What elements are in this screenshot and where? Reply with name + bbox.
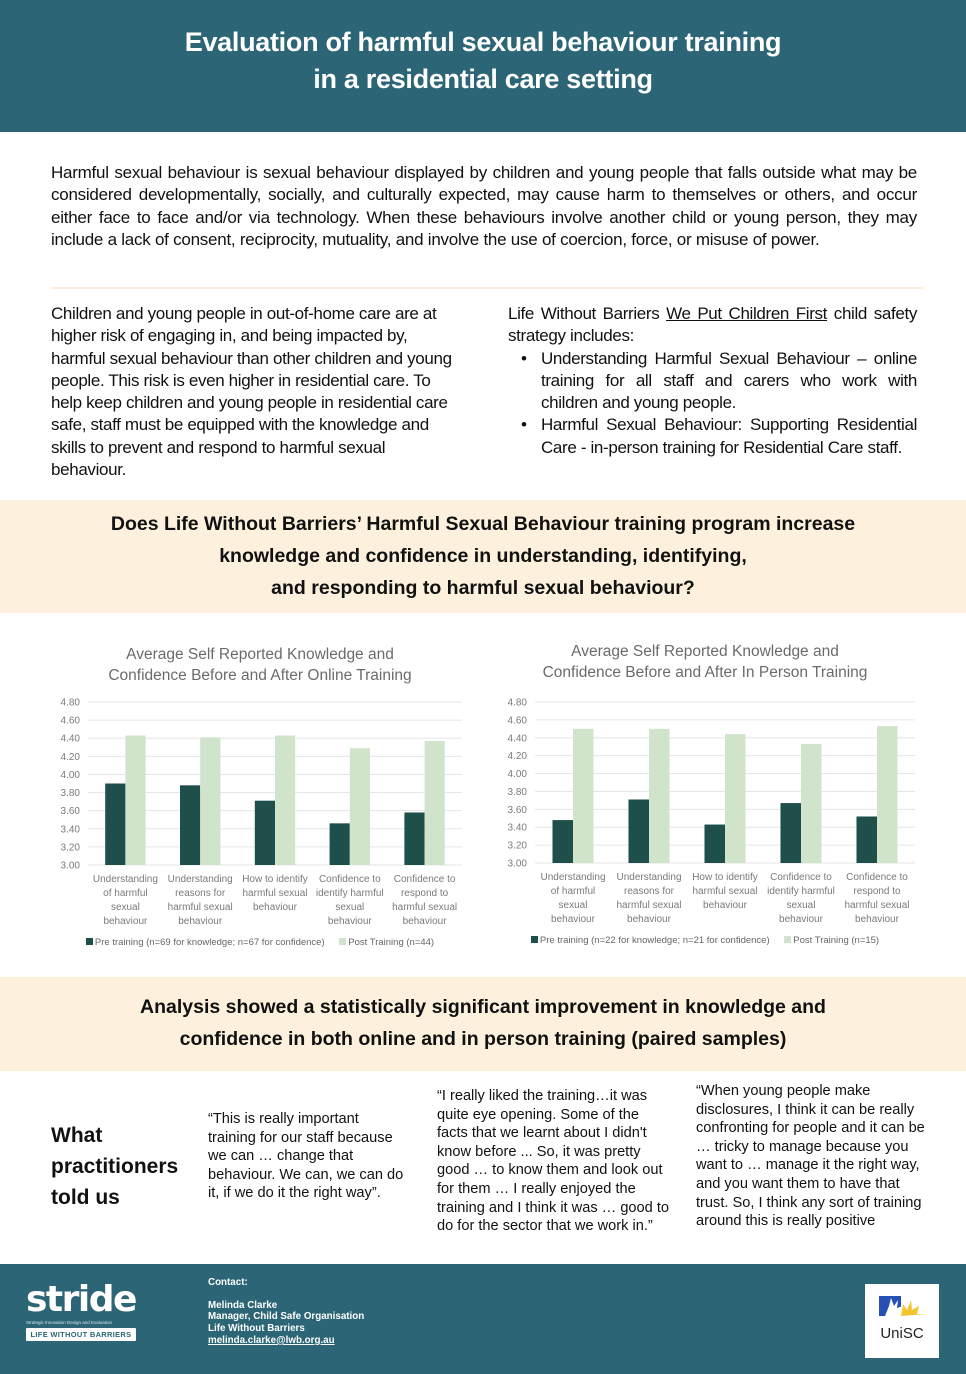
x-category-label: harmful sexual (692, 886, 758, 897)
stride-tagline: Strategic Innovation Design and Evaluation (26, 1320, 113, 1325)
x-category-label: respond to (400, 888, 449, 899)
bar-pre-training (330, 823, 350, 865)
x-category-label: harmful sexual (844, 900, 910, 911)
legend-item-pre (86, 937, 325, 948)
analysis-line-2: confidence in both online and in person training (paired samples) (179, 1028, 787, 1050)
y-tick-label: 4.80 (507, 697, 527, 709)
legend-label-pre: Pre training (n=69 for knowledge; n=67 for confidence) (94, 937, 325, 948)
chart-title-line-2: Confidence Before and After In Person Training (542, 664, 868, 681)
y-tick-label: 3.00 (60, 860, 80, 872)
analysis-band (0, 977, 966, 1071)
x-category-label: sexual (786, 900, 816, 911)
x-category-label: behaviour (703, 900, 747, 911)
contact-block (208, 1277, 364, 1347)
bar-pre-training (404, 812, 424, 865)
bar-pre-training (704, 825, 725, 863)
y-tick-label: 3.20 (507, 840, 527, 852)
legend-label-post: Post Training (n=15) (793, 935, 880, 946)
bar-post-training (801, 744, 822, 863)
x-category-label: behaviour (551, 914, 595, 925)
legend-item-pre (531, 935, 770, 946)
risk-paragraph: Children and young people in out-of-home care are at higher risk of engaging in, and being impacted by, harmful sexual behaviour than other children and young people. This risk is even higher in residential care. To help keep children and young people in residential care safe, staff must be equipped with the knowledge and skills to prevent and respond to harmful sexual behaviour. (51, 304, 452, 480)
x-category-label: harmful sexual (242, 888, 308, 899)
in-person-training-chart (495, 632, 915, 962)
y-tick-label: 4.60 (507, 715, 527, 727)
x-category-label: Understanding (167, 874, 233, 885)
chart-canvas (40, 632, 480, 962)
question-line-1: Does Life Without Barriers’ Harmful Sexual Behaviour training program increase (110, 513, 856, 535)
bar-post-training (425, 741, 445, 865)
unisc-wordmark: UniSC (880, 1325, 924, 1342)
y-tick-label: 3.80 (507, 786, 527, 798)
strategy-item-in-person (508, 414, 917, 459)
bar-post-training (877, 726, 898, 863)
legend-swatch-post (784, 936, 791, 943)
bullet-icon: • (521, 348, 527, 368)
strategy-item-online (508, 348, 917, 415)
x-category-label: How to identify (242, 874, 308, 885)
strategy-lead-before: Life Without Barriers (508, 304, 667, 323)
x-category-label: Confidence to (393, 874, 456, 885)
bar-pre-training (105, 784, 125, 866)
x-category-label: Confidence to (318, 874, 381, 885)
bar-pre-training (180, 785, 200, 865)
chart-canvas (495, 632, 915, 962)
quote-3: “When young people make disclosures, I think it can be really confronting for people and it can be … tricky to manage because you want to … manage it the right way, and you want them to have that trust. So, I think any sort of training around this is really positive (696, 1083, 925, 1230)
y-tick-label: 4.00 (507, 769, 527, 781)
y-tick-label: 4.80 (60, 697, 80, 709)
legend-item-post (339, 937, 434, 948)
chart-title-line-2: Confidence Before and After Online Training (108, 667, 412, 684)
research-question-band (0, 500, 966, 613)
x-category-label: behaviour (178, 916, 223, 927)
y-tick-label: 3.40 (507, 822, 527, 834)
bar-pre-training (552, 820, 573, 863)
stride-logo (26, 1279, 136, 1341)
bar-post-training (350, 748, 370, 865)
y-tick-label: 4.40 (60, 733, 80, 745)
y-tick-label: 3.00 (507, 858, 527, 870)
y-tick-label: 3.20 (60, 842, 80, 854)
stride-wordmark: stride (26, 1279, 136, 1320)
chart-title-line-1: Average Self Reported Knowledge and (571, 643, 839, 660)
y-tick-label: 3.40 (60, 824, 80, 836)
bar-post-training (200, 737, 220, 865)
chart-title-line-1: Average Self Reported Knowledge and (126, 646, 394, 663)
bar-post-training (649, 729, 670, 863)
strategy-item-text: Harmful Sexual Behaviour: Supporting Residential Care - in-person training for Residential Care staff. (541, 415, 917, 457)
x-category-label: Understanding (616, 872, 682, 883)
strategy-lead-after: child safety strategy includes: (508, 304, 917, 346)
chart-legend (40, 937, 480, 948)
contact-org: Life Without Barriers (208, 1323, 305, 1335)
bar-pre-training (780, 803, 801, 863)
quotes-heading-line-3: told us (51, 1186, 120, 1209)
x-category-label: sexual (558, 900, 588, 911)
contact-label: Contact: (208, 1277, 248, 1288)
strategy-lead (508, 303, 917, 348)
x-category-label: behaviour (103, 916, 148, 927)
x-category-label: How to identify (692, 872, 758, 883)
quotes-heading-line-2: practitioners (51, 1155, 179, 1178)
legend-swatch-pre (531, 936, 538, 943)
x-category-label: identify harmful (767, 886, 835, 897)
legend-label-pre: Pre training (n=22 for knowledge; n=21 for confidence) (539, 935, 770, 946)
intro-paragraph: Harmful sexual behaviour is sexual behaviour displayed by children and young people that falls outside what may be considered developmentally, socially, and culturally expected, may cause harm to themselves or others, and occur either face to face and/or via technology. When these behaviours involve another child or young person, they may include a lack of consent, reciprocity, mutuality, and involve the use of coercion, force, or misuse of power. (51, 163, 917, 250)
x-category-label: behaviour (627, 914, 671, 925)
x-category-label: behaviour (253, 902, 297, 913)
y-tick-label: 4.20 (60, 751, 80, 763)
strategy-item-text: Understanding Harmful Sexual Behaviour – online training for all staff and carers who work with children and young people. (541, 348, 917, 413)
x-category-label: reasons for (175, 888, 226, 899)
x-category-label: behaviour (402, 916, 447, 927)
x-category-label: Confidence to (846, 872, 908, 883)
bar-pre-training (856, 816, 877, 863)
question-line-2: knowledge and confidence in understanding, identifying, (219, 545, 747, 567)
title-line-1: Evaluation of harmful sexual behaviour training (184, 27, 782, 57)
analysis-line-1: Analysis showed a statistically significant improvement in knowledge and (140, 996, 826, 1018)
poster-footer (0, 1264, 966, 1374)
legend-swatch-post (339, 938, 346, 945)
x-category-label: behaviour (855, 914, 899, 925)
poster-header (0, 0, 966, 132)
online-training-chart (40, 632, 480, 962)
strategy-list (508, 348, 917, 459)
x-category-label: Understanding (92, 874, 158, 885)
y-tick-label: 4.00 (60, 769, 80, 781)
question-line-3: and responding to harmful sexual behaviour? (271, 577, 695, 599)
x-category-label: behaviour (327, 916, 372, 927)
unisc-logo (865, 1284, 939, 1358)
legend-label-post: Post Training (n=44) (348, 937, 435, 948)
x-category-label: reasons for (623, 886, 675, 897)
bar-post-training (573, 729, 594, 863)
y-tick-label: 3.80 (60, 788, 80, 800)
x-category-label: behaviour (779, 914, 823, 925)
bar-post-training (275, 736, 295, 865)
x-category-label: Confidence to (770, 872, 832, 883)
section-divider (51, 287, 923, 289)
x-category-label: harmful sexual (167, 902, 233, 913)
legend-swatch-pre (86, 938, 93, 945)
y-tick-label: 4.40 (507, 733, 527, 745)
x-category-label: identify harmful (315, 888, 384, 899)
contact-role: Manager, Child Safe Organisation (208, 1311, 365, 1323)
x-category-label: sexual (335, 902, 365, 913)
x-category-label: of harmful (550, 886, 596, 897)
y-tick-label: 3.60 (507, 804, 527, 816)
x-category-label: sexual (110, 902, 140, 913)
strategy-section (508, 303, 917, 459)
unisc-sunburst-icon (865, 1284, 939, 1324)
lwb-badge: LIFE WITHOUT BARRIERS (26, 1328, 136, 1341)
x-category-label: harmful sexual (616, 900, 682, 911)
y-tick-label: 4.20 (507, 751, 527, 763)
x-category-label: Understanding (540, 872, 606, 883)
bar-post-training (125, 736, 145, 865)
bar-pre-training (628, 799, 649, 863)
title-line-2: in a residential care setting (313, 64, 653, 94)
bar-pre-training (255, 801, 275, 865)
chart-legend (495, 935, 915, 946)
quotes-heading (51, 1120, 178, 1213)
bullet-icon: • (521, 415, 527, 435)
contact-name: Melinda Clarke (208, 1299, 278, 1311)
contact-email-link[interactable]: melinda.clarke@lwb.org.au (208, 1334, 335, 1346)
bar-post-training (725, 734, 746, 863)
x-category-label: respond to (853, 886, 901, 897)
legend-item-post (784, 935, 879, 946)
x-category-label: of harmful (103, 888, 148, 899)
y-tick-label: 4.60 (60, 715, 80, 727)
quotes-heading-line-1: What (51, 1124, 103, 1147)
quote-2: “I really liked the training…it was quite eye opening. Some of the facts that we learnt about I didn't know before ... So, it was pretty good … to know them and look out for them … I really enjoyed the training and I think it was … good to do for the sector that we work in.” (437, 1088, 670, 1235)
we-put-children-first-link[interactable]: We Put Children First (666, 304, 828, 323)
quote-1: “This is really important training for our staff because we can … change that behaviour. We can, we can do it, if we do it the right way”. (208, 1111, 404, 1202)
y-tick-label: 3.60 (60, 806, 80, 818)
x-category-label: harmful sexual (392, 902, 458, 913)
poster-title (0, 0, 966, 98)
